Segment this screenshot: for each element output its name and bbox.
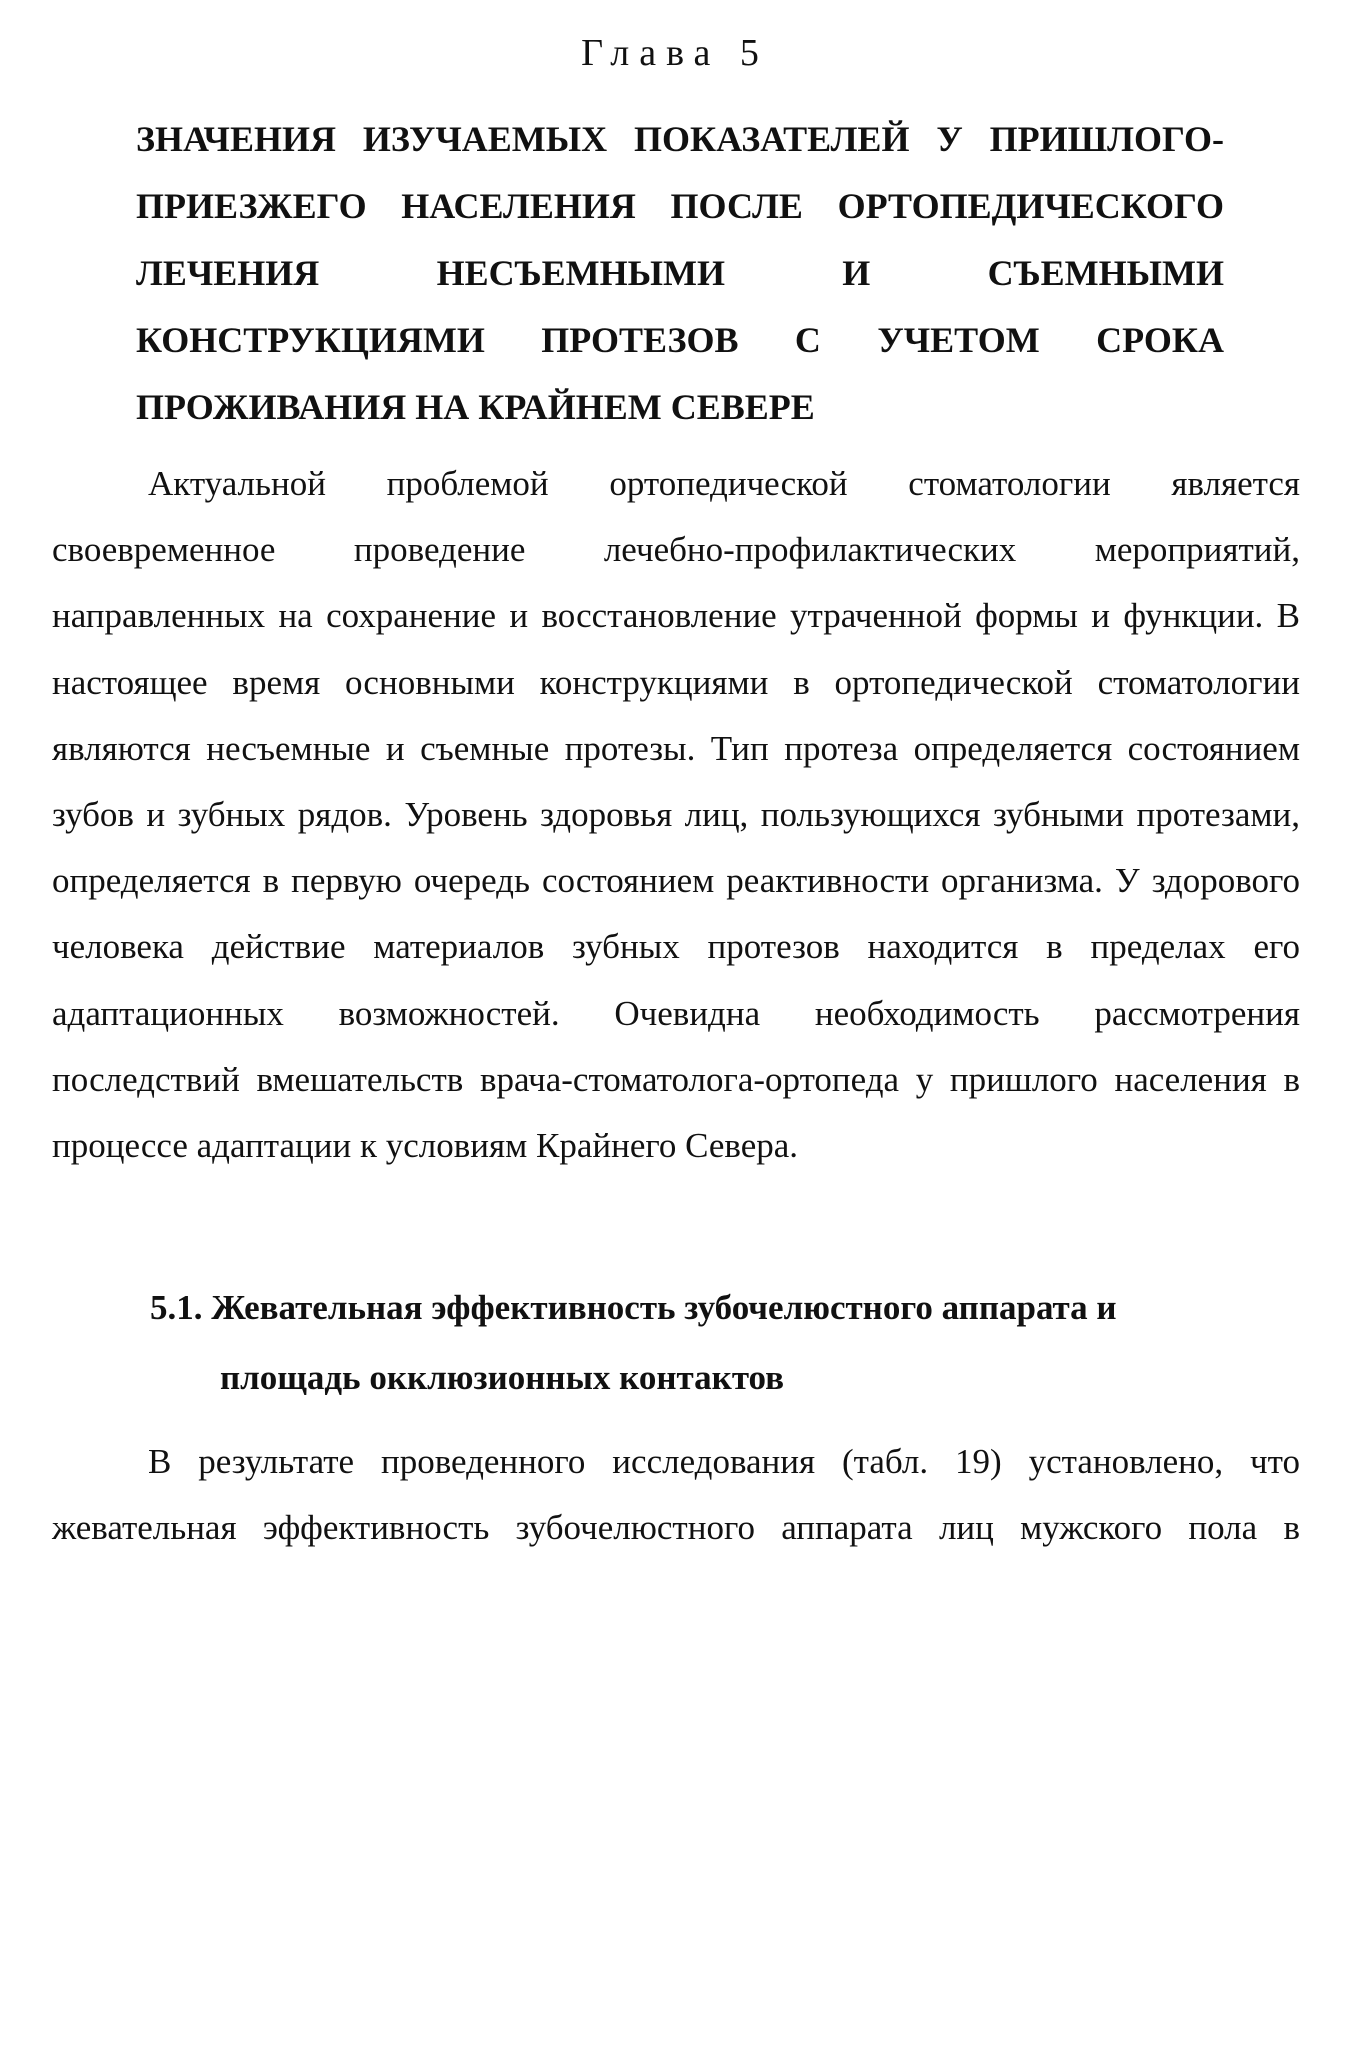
chapter-label: Глава 5 xyxy=(581,32,769,74)
chapter-title-line: ПРОЖИВАНИЯ НА КРАЙНЕМ СЕВЕРЕ xyxy=(136,387,815,427)
chapter-title-line: ЛЕЧЕНИЯ НЕСЪЕМНЫМИ И СЪЕМНЫМИ xyxy=(136,253,1224,293)
section-paragraph: В результате проведенного исследования (табл. 19) установлено, что жевательная эффективность зубочелюстного аппарата лиц мужского пола в xyxy=(52,1442,1300,1547)
section-heading-line: 5.1. Жевательная эффективность зубочелюстного аппарата и xyxy=(150,1288,1117,1327)
chapter-title-line: ПРИЕЗЖЕГО НАСЕЛЕНИЯ ПОСЛЕ ОРТОПЕДИЧЕСКОГО xyxy=(136,186,1224,226)
section-heading xyxy=(150,1273,1250,1413)
intro-paragraph: Актуальной проблемой ортопедической стоматологии является своевременное проведение лечебно-профилактических мероприятий, направленных на сохранение и восстановление утраченной формы и функции. В настоящее время основными конструкциями в ортопедической стоматологии являются несъемные и съемные протезы. Тип протеза определяется состоянием зубов и зубных рядов. Уровень здоровья лиц, пользующихся зубными протезами, определяется в первую очередь состоянием реактивности организма. У здорового человека действие материалов зубных протезов находится в пределах его адаптационных возможностей. Очевидна необходимость рассмотрения последствий вмешательств врача-стоматолога-ортопеда у пришлого населения в процессе адаптации к условиям Крайнего Севера. xyxy=(52,464,1300,1166)
chapter-title-line: КОНСТРУКЦИЯМИ ПРОТЕЗОВ С УЧЕТОМ СРОКА xyxy=(136,320,1224,360)
chapter-title xyxy=(136,106,1224,441)
chapter-title-line: ЗНАЧЕНИЯ ИЗУЧАЕМЫХ ПОКАЗАТЕЛЕЙ У ПРИШЛОГО- xyxy=(136,119,1224,159)
section-heading-line: площадь окклюзионных контактов xyxy=(220,1358,785,1397)
